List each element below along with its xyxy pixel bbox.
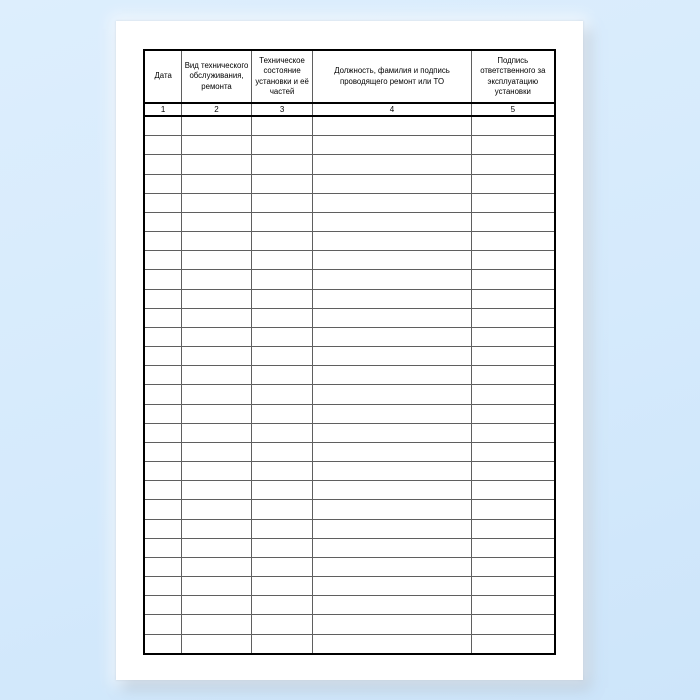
empty-row bbox=[144, 366, 555, 385]
empty-cell bbox=[251, 423, 313, 442]
empty-cell bbox=[182, 538, 251, 557]
empty-cell bbox=[182, 193, 251, 212]
empty-cell bbox=[313, 327, 471, 346]
empty-cell bbox=[471, 251, 555, 270]
empty-cell bbox=[182, 347, 251, 366]
empty-cell bbox=[251, 385, 313, 404]
empty-cell bbox=[251, 212, 313, 231]
empty-cell bbox=[251, 116, 313, 136]
empty-row bbox=[144, 251, 555, 270]
empty-cell bbox=[182, 366, 251, 385]
empty-cell bbox=[313, 423, 471, 442]
empty-cell bbox=[471, 136, 555, 155]
empty-cell bbox=[251, 500, 313, 519]
empty-cell bbox=[251, 232, 313, 251]
empty-cell bbox=[313, 212, 471, 231]
empty-cell bbox=[313, 116, 471, 136]
empty-cell bbox=[144, 289, 182, 308]
empty-cell bbox=[471, 615, 555, 634]
empty-row bbox=[144, 519, 555, 538]
empty-cell bbox=[313, 289, 471, 308]
empty-cell bbox=[251, 462, 313, 481]
empty-row bbox=[144, 442, 555, 461]
empty-cell bbox=[313, 251, 471, 270]
empty-cell bbox=[182, 174, 251, 193]
empty-cell bbox=[182, 481, 251, 500]
empty-cell bbox=[313, 442, 471, 461]
empty-cell bbox=[182, 423, 251, 442]
empty-cell bbox=[182, 577, 251, 596]
empty-cell bbox=[471, 519, 555, 538]
empty-row bbox=[144, 577, 555, 596]
empty-cell bbox=[471, 270, 555, 289]
empty-cell bbox=[182, 519, 251, 538]
empty-cell bbox=[471, 366, 555, 385]
empty-cell bbox=[182, 155, 251, 174]
empty-cell bbox=[251, 634, 313, 654]
empty-cell bbox=[313, 385, 471, 404]
empty-cell bbox=[251, 481, 313, 500]
empty-cell bbox=[471, 500, 555, 519]
column-number-3: 3 bbox=[251, 103, 313, 116]
empty-cell bbox=[313, 557, 471, 576]
empty-cell bbox=[251, 577, 313, 596]
empty-cell bbox=[144, 557, 182, 576]
empty-cell bbox=[182, 634, 251, 654]
empty-cell bbox=[182, 308, 251, 327]
empty-row bbox=[144, 193, 555, 212]
empty-cell bbox=[144, 212, 182, 231]
empty-cell bbox=[182, 270, 251, 289]
empty-row bbox=[144, 116, 555, 136]
empty-cell bbox=[182, 136, 251, 155]
empty-cell bbox=[144, 615, 182, 634]
empty-cell bbox=[251, 519, 313, 538]
empty-cell bbox=[251, 174, 313, 193]
empty-cell bbox=[313, 404, 471, 423]
empty-cell bbox=[251, 251, 313, 270]
empty-row bbox=[144, 212, 555, 231]
empty-row bbox=[144, 596, 555, 615]
empty-cell bbox=[471, 557, 555, 576]
empty-cell bbox=[313, 519, 471, 538]
empty-cell bbox=[182, 327, 251, 346]
empty-cell bbox=[144, 193, 182, 212]
column-header-technical-condition: Техническое состояние установки и её частей bbox=[251, 50, 313, 103]
column-header-date: Дата bbox=[144, 50, 182, 103]
empty-cell bbox=[144, 251, 182, 270]
empty-row bbox=[144, 538, 555, 557]
empty-row bbox=[144, 136, 555, 155]
empty-cell bbox=[471, 212, 555, 231]
empty-cell bbox=[471, 404, 555, 423]
column-number-1: 1 bbox=[144, 103, 182, 116]
empty-cell bbox=[144, 347, 182, 366]
empty-cell bbox=[313, 270, 471, 289]
empty-cell bbox=[471, 116, 555, 136]
empty-cell bbox=[313, 174, 471, 193]
empty-row bbox=[144, 289, 555, 308]
empty-cell bbox=[313, 577, 471, 596]
empty-cell bbox=[251, 347, 313, 366]
empty-cell bbox=[313, 615, 471, 634]
empty-cell bbox=[144, 462, 182, 481]
empty-cell bbox=[251, 615, 313, 634]
empty-cell bbox=[182, 385, 251, 404]
empty-cell bbox=[471, 577, 555, 596]
empty-cell bbox=[251, 557, 313, 576]
empty-row bbox=[144, 481, 555, 500]
empty-cell bbox=[144, 308, 182, 327]
empty-cell bbox=[471, 481, 555, 500]
empty-cell bbox=[144, 442, 182, 461]
empty-cell bbox=[313, 481, 471, 500]
empty-cell bbox=[144, 634, 182, 654]
empty-cell bbox=[144, 232, 182, 251]
empty-cell bbox=[182, 289, 251, 308]
empty-cell bbox=[471, 462, 555, 481]
empty-cell bbox=[144, 366, 182, 385]
document-page bbox=[116, 21, 583, 680]
empty-cell bbox=[471, 634, 555, 654]
empty-cell bbox=[251, 366, 313, 385]
column-number-2: 2 bbox=[182, 103, 251, 116]
empty-row bbox=[144, 327, 555, 346]
empty-row bbox=[144, 500, 555, 519]
empty-cell bbox=[251, 193, 313, 212]
empty-cell bbox=[471, 232, 555, 251]
empty-cell bbox=[251, 308, 313, 327]
empty-cell bbox=[144, 423, 182, 442]
empty-cell bbox=[251, 538, 313, 557]
empty-row bbox=[144, 423, 555, 442]
empty-cell bbox=[471, 385, 555, 404]
empty-cell bbox=[144, 385, 182, 404]
empty-cell bbox=[313, 596, 471, 615]
empty-cell bbox=[251, 136, 313, 155]
column-number-row bbox=[144, 103, 555, 116]
empty-row bbox=[144, 270, 555, 289]
empty-cell bbox=[144, 136, 182, 155]
empty-cell bbox=[182, 615, 251, 634]
empty-cell bbox=[182, 251, 251, 270]
maintenance-log-table bbox=[143, 49, 556, 655]
empty-cell bbox=[144, 404, 182, 423]
empty-cell bbox=[471, 289, 555, 308]
table-header-row bbox=[144, 50, 555, 103]
empty-cell bbox=[471, 308, 555, 327]
empty-cell bbox=[144, 327, 182, 346]
empty-cell bbox=[182, 500, 251, 519]
empty-cell bbox=[251, 596, 313, 615]
empty-row bbox=[144, 634, 555, 654]
empty-cell bbox=[251, 289, 313, 308]
empty-row bbox=[144, 462, 555, 481]
empty-row bbox=[144, 557, 555, 576]
empty-row bbox=[144, 155, 555, 174]
empty-cell bbox=[251, 155, 313, 174]
empty-cell bbox=[144, 538, 182, 557]
column-number-5: 5 bbox=[471, 103, 555, 116]
empty-cell bbox=[471, 538, 555, 557]
empty-cell bbox=[471, 442, 555, 461]
column-header-position-name-signature: Должность, фамилия и подпись проводящего ремонт или ТО bbox=[313, 50, 471, 103]
empty-cell bbox=[144, 577, 182, 596]
empty-cell bbox=[313, 193, 471, 212]
column-header-responsible-signature: Подпись ответственного за эксплуатацию установки bbox=[471, 50, 555, 103]
empty-cell bbox=[144, 116, 182, 136]
empty-cell bbox=[313, 232, 471, 251]
empty-cell bbox=[313, 462, 471, 481]
empty-cell bbox=[144, 174, 182, 193]
empty-row bbox=[144, 308, 555, 327]
empty-cell bbox=[313, 366, 471, 385]
empty-cell bbox=[471, 596, 555, 615]
empty-cell bbox=[313, 136, 471, 155]
empty-row bbox=[144, 232, 555, 251]
empty-cell bbox=[471, 174, 555, 193]
empty-cell bbox=[182, 116, 251, 136]
empty-cell bbox=[313, 308, 471, 327]
empty-cell bbox=[144, 155, 182, 174]
empty-cell bbox=[471, 327, 555, 346]
empty-cell bbox=[471, 347, 555, 366]
empty-cell bbox=[313, 347, 471, 366]
empty-cell bbox=[251, 270, 313, 289]
empty-cell bbox=[471, 423, 555, 442]
empty-cell bbox=[182, 232, 251, 251]
empty-row bbox=[144, 174, 555, 193]
column-header-maintenance-type: Вид технического обслуживания, ремонта bbox=[182, 50, 251, 103]
empty-cell bbox=[182, 596, 251, 615]
empty-cell bbox=[471, 193, 555, 212]
empty-cell bbox=[471, 155, 555, 174]
empty-cell bbox=[313, 500, 471, 519]
column-number-4: 4 bbox=[313, 103, 471, 116]
empty-cell bbox=[182, 442, 251, 461]
empty-cell bbox=[144, 481, 182, 500]
empty-rows-body bbox=[144, 116, 555, 654]
empty-cell bbox=[144, 596, 182, 615]
empty-cell bbox=[182, 212, 251, 231]
empty-cell bbox=[144, 270, 182, 289]
empty-cell bbox=[251, 442, 313, 461]
empty-cell bbox=[313, 538, 471, 557]
empty-row bbox=[144, 615, 555, 634]
empty-row bbox=[144, 385, 555, 404]
empty-row bbox=[144, 347, 555, 366]
empty-cell bbox=[182, 557, 251, 576]
empty-cell bbox=[313, 155, 471, 174]
empty-cell bbox=[182, 404, 251, 423]
empty-cell bbox=[144, 500, 182, 519]
empty-cell bbox=[182, 462, 251, 481]
empty-cell bbox=[251, 404, 313, 423]
empty-row bbox=[144, 404, 555, 423]
empty-cell bbox=[144, 519, 182, 538]
empty-cell bbox=[251, 327, 313, 346]
empty-cell bbox=[313, 634, 471, 654]
